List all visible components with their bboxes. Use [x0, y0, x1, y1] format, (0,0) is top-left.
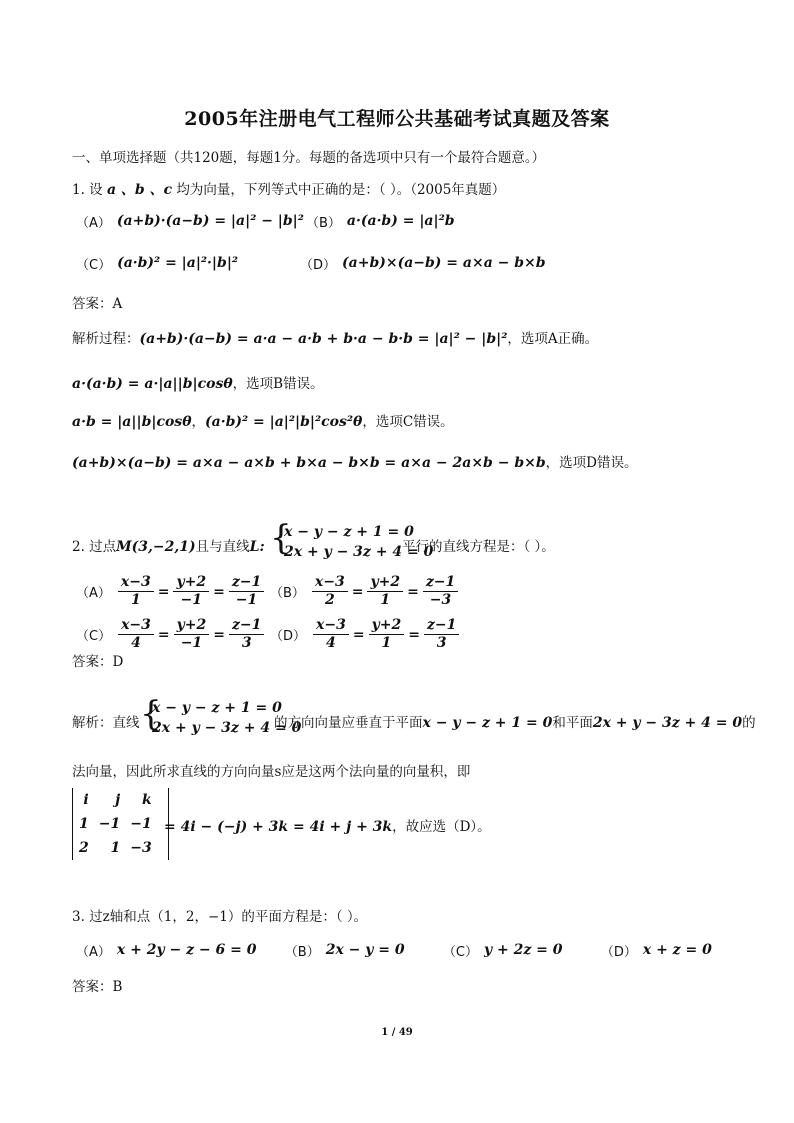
determinant-cell: −1	[130, 816, 152, 832]
determinant-cell: i	[83, 792, 89, 808]
determinant-cell: j	[115, 792, 121, 808]
equals-sign: =	[407, 583, 419, 600]
determinant-cell: 1	[79, 816, 89, 832]
determinant-row	[79, 788, 162, 812]
q2-answer: 答案：D	[72, 654, 124, 670]
determinant-row	[79, 836, 162, 860]
q2-analysis-prefix: 解析：直线	[72, 715, 140, 731]
fraction-denominator: 3	[241, 635, 252, 651]
q1-vars: a 、b 、c	[106, 182, 173, 198]
q3-option-a-label: （A）	[76, 945, 111, 960]
q2-option-c	[76, 617, 265, 652]
q2-option-a-label: （A）	[76, 586, 111, 601]
determinant-row	[79, 812, 162, 836]
q1-option-d-label: （D）	[300, 258, 337, 273]
q2-option-d-fraction	[369, 617, 405, 652]
q1-option-b	[306, 212, 455, 231]
fraction-denominator: −1	[235, 592, 258, 608]
q1-analysis-expr1: (a+b)·(a−b) = a·a − a·b + b·a − b·b = |a|² − |b|²	[139, 331, 508, 347]
equals-sign: =	[157, 626, 170, 643]
fraction-denominator: 4	[131, 635, 141, 651]
q2-analysis-mid: 的方向向量应垂直于平面	[274, 715, 423, 731]
q1-prefix: 1. 设	[72, 182, 103, 198]
fraction-denominator: 1	[381, 635, 392, 651]
q2-option-b-label: （B）	[270, 586, 305, 601]
q1-analysis-expr3a: a·b = |a||b|cosθ	[72, 414, 192, 430]
fraction-denominator: 4	[326, 635, 336, 651]
fraction-numerator: z−1	[423, 574, 458, 592]
fraction-numerator: y+2	[173, 574, 209, 592]
q3-stem: 3. 过z轴和点（1，2，−1）的平面方程是：（ ）。	[72, 909, 368, 925]
q2-analysis-rest	[274, 711, 756, 731]
fraction-denominator: 2	[324, 592, 335, 608]
q1-analysis-expr2: a·(a·b) = a·|a||b|cosθ	[72, 376, 233, 392]
fraction-numerator: x−3	[118, 574, 154, 592]
q2-option-c-fraction	[174, 617, 210, 652]
determinant-cell: 1	[110, 840, 121, 856]
fraction-numerator: y+2	[369, 617, 405, 635]
fraction-numerator: x−3	[118, 617, 154, 635]
q2-option-b-fraction	[312, 574, 348, 609]
q1-option-c-label: （C）	[76, 258, 112, 273]
q3-option-d-expr: x + z = 0	[642, 942, 712, 958]
q2-of: 的	[742, 715, 756, 731]
q1-option-c	[76, 254, 238, 273]
q1-analysis-line1	[72, 327, 598, 347]
q2-point: M(3,−2,1)	[116, 539, 196, 555]
q1-option-a-label: （A）	[76, 216, 111, 231]
q2-prefix: 2. 过点	[72, 539, 117, 555]
q1-analysis-suffix1: ，选项A正确。	[507, 331, 599, 347]
equals-sign: =	[352, 626, 365, 643]
q2-analysis-eq2: 2x + y − 3z + 4 = 0	[152, 720, 302, 736]
q2-option-b	[270, 574, 459, 609]
q1-option-a	[76, 212, 304, 231]
q2-mid: 且与直线	[195, 539, 250, 555]
q3-option-b-expr: 2x − y = 0	[325, 942, 405, 958]
q2-line-var: L:	[249, 539, 265, 555]
q1-option-d	[300, 254, 546, 273]
q1-analysis-prefix: 解析过程：	[72, 331, 140, 347]
q2-option-d	[270, 617, 460, 652]
q2-determinant-suffix: ，故应选（D）。	[392, 819, 491, 835]
fraction-denominator: −1	[180, 592, 203, 608]
q2-analysis-line2: 法向量，因此所求直线的方向向量s应是这两个法向量的向量积，即	[72, 764, 471, 780]
fraction-denominator: 3	[436, 635, 447, 651]
q1-stem-text: 均为向量，下列等式中正确的是：（ ）。（2005年真题）	[176, 182, 506, 198]
q3-option-d-label: （D）	[600, 945, 637, 960]
equals-sign: =	[213, 583, 225, 600]
q1-analysis-suffix3: ，选项C错误。	[362, 414, 454, 430]
q2-option-c-fraction	[118, 617, 154, 652]
page-number: 1 / 49	[381, 1027, 413, 1038]
fraction-denominator: −3	[429, 592, 452, 608]
fraction-numerator: x−3	[312, 574, 348, 592]
q2-stem-start	[72, 535, 265, 555]
q2-determinant-result-line	[164, 815, 491, 835]
q1-option-b-expr: a·(a·b) = |a|²b	[346, 213, 455, 229]
fraction-denominator: 1	[380, 592, 391, 608]
fraction-denominator: −1	[180, 635, 203, 651]
q2-option-d-fraction	[313, 617, 349, 652]
q3-options	[76, 941, 712, 960]
determinant-cell: −1	[98, 816, 121, 832]
q2-option-b-fraction	[423, 574, 458, 609]
fraction-numerator: y+2	[367, 574, 403, 592]
q1-analysis-expr3b: (a·b)² = |a|²|b|²cos²θ	[205, 414, 363, 430]
fraction-numerator: x−3	[313, 617, 349, 635]
q2-plane1: x − y − z + 1 = 0	[422, 715, 553, 731]
determinant-cell: k	[142, 792, 152, 808]
q2-option-a-fraction	[118, 574, 154, 609]
q2-eq1: x − y − z + 1 = 0	[284, 524, 414, 540]
fraction-numerator: z−1	[229, 574, 264, 592]
determinant-cell: 2	[79, 840, 89, 856]
q2-option-a-fraction	[173, 574, 209, 609]
q2-option-a-fraction	[229, 574, 264, 609]
equals-sign: =	[408, 626, 420, 643]
q2-stem-end: 平行的直线方程是：（ ）。	[402, 539, 555, 555]
q3-option-a-expr: x + 2y − z − 6 = 0	[116, 942, 257, 958]
fraction-denominator: 1	[130, 592, 141, 608]
q2-and: 和平面	[552, 715, 593, 731]
q1-analysis-sep3: ，	[191, 414, 206, 430]
q1-analysis-line4	[72, 451, 637, 471]
q2-analysis-brace: {	[140, 694, 162, 734]
q2-option-c-label: （C）	[76, 629, 112, 644]
fraction-numerator: z−1	[424, 617, 459, 635]
q2-analysis-eq1: x − y − z + 1 = 0	[152, 700, 282, 716]
q2-determinant-table	[79, 788, 162, 860]
q2-option-d-fraction	[424, 617, 459, 652]
q1-analysis-line2	[72, 372, 324, 392]
q3-option-b-label: （B）	[284, 945, 320, 960]
q2-eq2: 2x + y − 3z + 4 = 0	[284, 544, 434, 560]
q1-analysis-suffix2: ，选项B错误。	[232, 376, 324, 392]
q2-plane2: 2x + y − 3z + 4 = 0	[592, 715, 743, 731]
page-title: 2005年注册电气工程师公共基础考试真题及答案	[184, 108, 610, 130]
q1-analysis-expr4: (a+b)×(a−b) = a×a − a×b + b×a − b×b = a×a − 2a×b − b×b	[72, 455, 546, 471]
q2-option-a	[76, 574, 265, 609]
q1-analysis-line3	[72, 410, 454, 430]
fraction-numerator: z−1	[229, 617, 264, 635]
q3-answer: 答案：B	[72, 979, 123, 995]
q2-option-b-fraction	[367, 574, 403, 609]
q3-option-c-label: （C）	[442, 945, 478, 960]
fraction-numerator: y+2	[174, 617, 210, 635]
section-header: 一、单项选择题（共120题，每题1分。每题的备选项中只有一个最符合题意。）	[72, 150, 546, 166]
q1-option-c-expr: (a·b)² = |a|²·|b|²	[117, 255, 239, 271]
equals-sign: =	[157, 583, 170, 600]
q2-option-d-label: （D）	[270, 629, 307, 644]
q1-stem	[72, 178, 505, 199]
q1-option-d-expr: (a+b)×(a−b) = a×a − b×b	[342, 255, 546, 271]
q2-determinant	[72, 788, 169, 860]
q2-option-c-fraction	[229, 617, 264, 652]
q1-answer: 答案：A	[72, 296, 123, 312]
q1-option-b-label: （B）	[306, 216, 341, 231]
q1-analysis-suffix4: ，选项D错误。	[545, 455, 638, 471]
q3-option-c-expr: y + 2z = 0	[484, 942, 563, 958]
equals-sign: =	[213, 626, 225, 643]
determinant-cell: −3	[130, 840, 152, 856]
q2-system-brace: {	[270, 518, 292, 558]
q2-determinant-result: = 4i − (−j) + 3k = 4i + j + 3k	[164, 819, 393, 835]
equals-sign: =	[351, 583, 364, 600]
q1-option-a-expr: (a+b)·(a−b) = |a|² − |b|²	[116, 213, 304, 229]
